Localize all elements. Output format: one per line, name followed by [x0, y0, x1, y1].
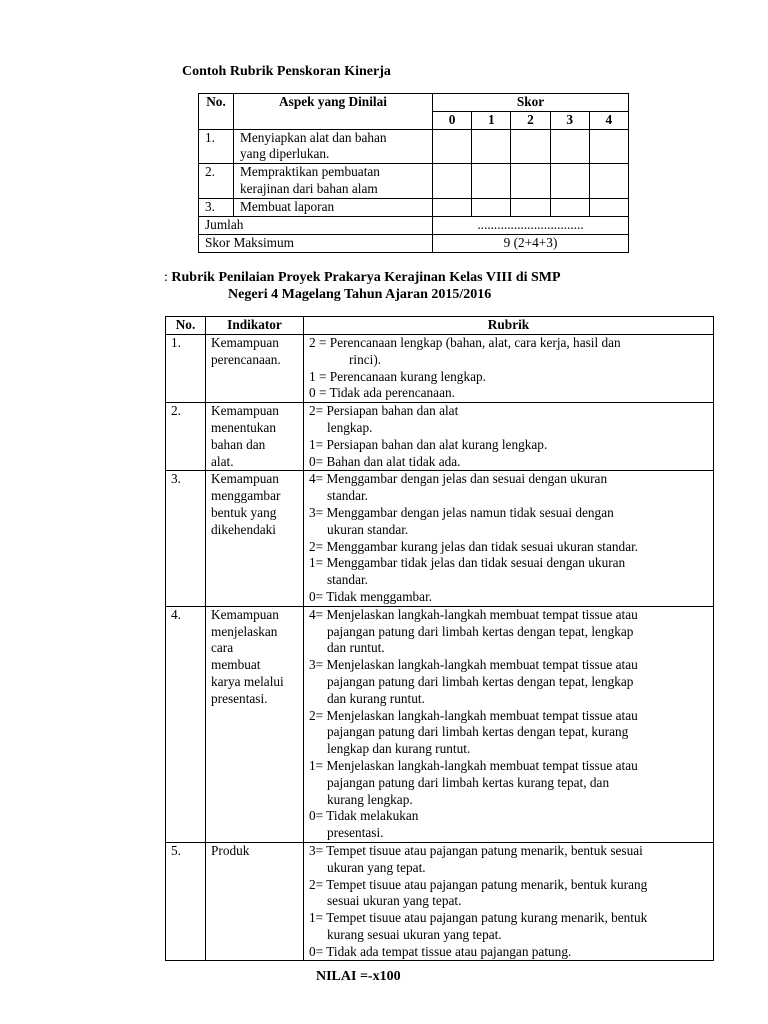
- table1-score-cell: [589, 198, 628, 216]
- table-row: [199, 129, 629, 164]
- rubrik-line: 0= Tidak menggambar.: [309, 588, 433, 604]
- table1-cell-aspek: [234, 129, 433, 164]
- table2-header-indikator: Indikator: [206, 317, 304, 335]
- indikator-line: Produk: [211, 842, 250, 858]
- rubrik-line: 4= Menggambar dengan jelas dan sesuai dengan ukuran: [309, 471, 608, 487]
- table1-cell-no: 3.: [199, 198, 234, 216]
- table1-score-cell: [550, 164, 589, 199]
- indikator-line: menggambar: [211, 488, 281, 504]
- table1-score-cell: [589, 164, 628, 199]
- table1-score-cell: [550, 129, 589, 164]
- indikator-line: menentukan: [211, 419, 276, 435]
- table2-cell-rubrik: [304, 606, 714, 842]
- indikator-line: membuat: [211, 657, 261, 673]
- aspek-line: kerajinan dari bahan alam: [240, 180, 378, 196]
- indikator-line: alat.: [211, 453, 234, 469]
- rubrik-line: 3= Menjelaskan langkah-langkah membuat tempat tissue atau: [309, 657, 638, 673]
- table2-body: [166, 335, 714, 961]
- rubrik-line: lengkap dan kurang runtut.: [327, 741, 471, 757]
- rubrik-line: pajangan patung dari limbah kertas kurang tepat, dan: [327, 774, 610, 790]
- rubrik-line: 1 = Perencanaan kurang lengkap.: [309, 368, 486, 384]
- table1-score-cell: [433, 198, 472, 216]
- table2-cell-indikator: [206, 842, 304, 961]
- rubrik-line: dan kurang runtut.: [327, 690, 425, 706]
- table1-jumlah-value: ................................: [433, 216, 629, 234]
- table-row: [199, 198, 629, 216]
- table2-cell-indikator: [206, 471, 304, 606]
- table1-score-cell: [472, 129, 511, 164]
- table1-cell-aspek: [234, 198, 433, 216]
- rubrik-line: 0= Tidak ada tempat tissue atau pajangan patung.: [309, 943, 572, 959]
- indikator-line: dikehendaki: [211, 521, 276, 537]
- indikator-line: Kemampuan: [211, 606, 279, 622]
- table1-cell-no: 1.: [199, 129, 234, 164]
- rubrik-line: ukuran standar.: [327, 521, 409, 537]
- rubrik-line: pajangan patung dari limbah kertas dengan tepat, lengkap: [327, 673, 634, 689]
- table1-score-cell: [433, 129, 472, 164]
- nilai-formula: NILAI =-x100: [316, 969, 401, 984]
- table2-cell-indikator: [206, 606, 304, 842]
- indikator-line: Kemampuan: [211, 335, 279, 350]
- heading2-line2: Negeri 4 Magelang Tahun Ajaran 2015/2016: [228, 286, 492, 302]
- table-row: [166, 471, 714, 606]
- table2-cell-rubrik: [304, 842, 714, 961]
- table1-skor-col: 2: [511, 111, 550, 129]
- rubrik-line: 2= Menjelaskan langkah-langkah membuat tempat tissue atau: [309, 707, 638, 723]
- table1-skor-col: 3: [550, 111, 589, 129]
- table1-score-cell: [550, 198, 589, 216]
- rubrik-line: ukuran yang tepat.: [327, 859, 426, 875]
- table2-cell-rubrik: [304, 403, 714, 471]
- heading2-line1: Rubrik Penilaian Proyek Prakarya Kerajinan Kelas VIII di SMP: [171, 270, 561, 285]
- table1-skor-col: 4: [589, 111, 628, 129]
- indikator-line: bahan dan: [211, 436, 266, 452]
- heading-rubrik-kinerja: Contoh Rubrik Penskoran Kinerja: [182, 64, 391, 79]
- table2-cell-rubrik: [304, 335, 714, 403]
- indikator-line: cara: [211, 640, 234, 656]
- table1-maks-value: 9 (2+4+3): [433, 234, 629, 252]
- rubrik-line: sesuai ukuran yang tepat.: [327, 893, 462, 909]
- rubrik-line: 2= Menggambar kurang jelas dan tidak sesuai ukuran standar.: [309, 538, 639, 554]
- table1-jumlah-row: [199, 216, 629, 234]
- table1-score-cell: [511, 198, 550, 216]
- rubrik-line: lengkap.: [327, 419, 373, 435]
- rubrik-line: 1= Persiapan bahan dan alat kurang lengkap.: [309, 436, 548, 452]
- rubrik-line: kurang lengkap.: [327, 791, 413, 807]
- table-row: [199, 164, 629, 199]
- table-row: [166, 335, 714, 403]
- rubrik-line: 2= Tempet tisuue atau pajangan patung menarik, bentuk kurang: [309, 876, 648, 892]
- table1-skor-col: 1: [472, 111, 511, 129]
- rubrik-line: dan runtut.: [327, 640, 385, 656]
- indikator-line: bentuk yang: [211, 504, 277, 520]
- rubrik-line: standar.: [327, 488, 368, 504]
- rubrik-line: pajangan patung dari limbah kertas dengan tepat, lengkap: [327, 623, 634, 639]
- table2-cell-indikator: [206, 403, 304, 471]
- heading2-prefix: :: [164, 270, 172, 285]
- table2-cell-no: 1.: [166, 335, 206, 403]
- table1-score-cell: [511, 164, 550, 199]
- table-row: [166, 403, 714, 471]
- table1-maks-label: Skor Maksimum: [199, 234, 433, 252]
- rubrik-line: 0= Tidak melakukan: [309, 808, 419, 824]
- rubrik-line: standar.: [327, 572, 368, 588]
- indikator-line: menjelaskan: [211, 623, 278, 639]
- rubrik-line: 4= Menjelaskan langkah-langkah membuat tempat tissue atau: [309, 606, 638, 622]
- heading-rubrik-proyek: [164, 270, 684, 304]
- table1-header-aspek: Aspek yang Dinilai: [234, 94, 433, 130]
- table1-cell-aspek: [234, 164, 433, 199]
- table1-score-cell: [472, 198, 511, 216]
- rubrik-line: presentasi.: [327, 825, 384, 841]
- rubrik-line: 3= Tempet tisuue atau pajangan patung menarik, bentuk sesuai: [309, 842, 643, 858]
- table2-cell-no: 4.: [166, 606, 206, 842]
- table1-header-skor: Skor: [433, 94, 629, 112]
- indikator-line: presentasi.: [211, 690, 268, 706]
- table-rubrik-penskoran: [198, 93, 629, 253]
- aspek-line: yang diperlukan.: [240, 146, 330, 162]
- table1-score-cell: [511, 129, 550, 164]
- table1-header-row: [199, 94, 629, 112]
- table1-cell-no: 2.: [199, 164, 234, 199]
- rubrik-line: 1= Menggambar tidak jelas dan tidak sesuai dengan ukuran: [309, 555, 626, 571]
- rubrik-line: kurang sesuai ukuran yang tepat.: [327, 926, 502, 942]
- table2-cell-no: 3.: [166, 471, 206, 606]
- aspek-line: Membuat laporan: [240, 198, 335, 214]
- aspek-line: Mempraktikan pembuatan: [240, 164, 380, 180]
- table1-maks-row: [199, 234, 629, 252]
- rubrik-line: 2 = Perencanaan lengkap (bahan, alat, cara kerja, hasil dan: [309, 335, 621, 350]
- table1-score-cell: [472, 164, 511, 199]
- rubrik-line: 1= Menjelaskan langkah-langkah membuat tempat tissue atau: [309, 757, 638, 773]
- indikator-line: karya melalui: [211, 673, 284, 689]
- table1-score-cell: [589, 129, 628, 164]
- table1-header-no: No.: [199, 94, 234, 130]
- indikator-line: Kemampuan: [211, 471, 279, 487]
- rubrik-line: 2= Persiapan bahan dan alat: [309, 403, 459, 419]
- rubrik-line: rinci).: [349, 351, 382, 367]
- table2-header-row: [166, 317, 714, 335]
- table2-header-no: No.: [166, 317, 206, 335]
- rubrik-line: 1= Tempet tisuue atau pajangan patung kurang menarik, bentuk: [309, 910, 648, 926]
- rubrik-line: 0= Bahan dan alat tidak ada.: [309, 453, 461, 469]
- table2-cell-no: 2.: [166, 403, 206, 471]
- table-row: [166, 842, 714, 961]
- table1-score-cell: [433, 164, 472, 199]
- table2-header-rubrik: Rubrik: [304, 317, 714, 335]
- table2-cell-no: 5.: [166, 842, 206, 961]
- indikator-line: Kemampuan: [211, 403, 279, 419]
- table1-jumlah-label: Jumlah: [199, 216, 433, 234]
- rubrik-line: 3= Menggambar dengan jelas namun tidak sesuai dengan: [309, 504, 614, 520]
- table-rubrik-proyek: [165, 316, 714, 961]
- table2-cell-indikator: [206, 335, 304, 403]
- rubrik-line: 0 = Tidak ada perencanaan.: [309, 385, 455, 401]
- aspek-line: Menyiapkan alat dan bahan: [240, 129, 387, 145]
- rubrik-line: pajangan patung dari limbah kertas dengan tepat, kurang: [327, 724, 629, 740]
- table-row: [166, 606, 714, 842]
- table1-skor-col: 0: [433, 111, 472, 129]
- table2-cell-rubrik: [304, 471, 714, 606]
- indikator-line: perencanaan.: [211, 351, 281, 367]
